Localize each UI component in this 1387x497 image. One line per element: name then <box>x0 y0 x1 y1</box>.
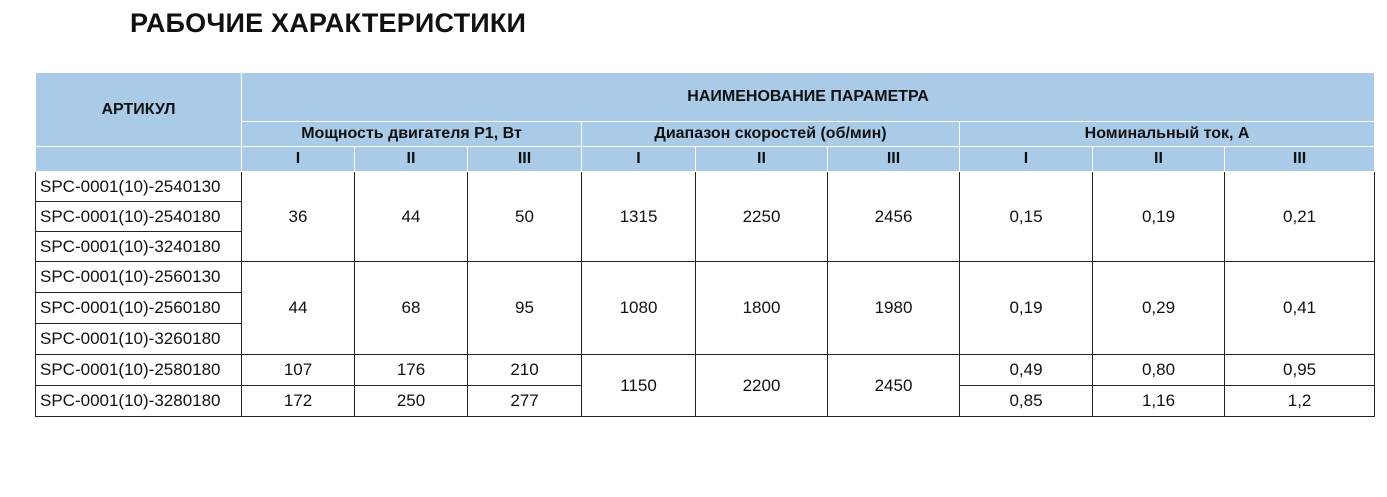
power-cell: 250 <box>355 386 468 417</box>
current-cell: 0,19 <box>960 262 1093 355</box>
level-header: III <box>1225 147 1375 172</box>
group-header-speed: Диапазон скоростей (об/мин) <box>582 122 960 147</box>
power-cell: 36 <box>242 172 355 262</box>
current-cell: 1,2 <box>1225 386 1375 417</box>
power-cell: 68 <box>355 262 468 355</box>
specs-table <box>35 72 1375 417</box>
power-cell: 44 <box>355 172 468 262</box>
speed-cell: 2456 <box>828 172 960 262</box>
level-header: II <box>696 147 828 172</box>
article-cell: SPC-0001(10)-2560180 <box>36 293 242 324</box>
power-cell: 277 <box>468 386 582 417</box>
article-cell: SPC-0001(10)-2540180 <box>36 202 242 232</box>
level-header: II <box>355 147 468 172</box>
power-cell: 107 <box>242 355 355 386</box>
speed-cell: 1080 <box>582 262 696 355</box>
current-cell: 0,29 <box>1093 262 1225 355</box>
current-cell: 0,95 <box>1225 355 1375 386</box>
level-header: I <box>242 147 355 172</box>
current-cell: 0,41 <box>1225 262 1375 355</box>
level-header: I <box>582 147 696 172</box>
level-header: I <box>960 147 1093 172</box>
current-cell: 0,15 <box>960 172 1093 262</box>
page-title: РАБОЧИЕ ХАРАКТЕРИСТИКИ <box>130 8 527 38</box>
current-cell: 1,16 <box>1093 386 1225 417</box>
article-cell: SPC-0001(10)-3260180 <box>36 324 242 355</box>
group-header-power: Мощность двигателя P1, Вт <box>242 122 582 147</box>
speed-cell: 2250 <box>696 172 828 262</box>
article-cell: SPC-0001(10)-3280180 <box>36 386 242 417</box>
power-cell: 176 <box>355 355 468 386</box>
article-cell: SPC-0001(10)-2540130 <box>36 172 242 202</box>
speed-cell: 1980 <box>828 262 960 355</box>
level-header: III <box>828 147 960 172</box>
power-cell: 50 <box>468 172 582 262</box>
current-cell: 0,80 <box>1093 355 1225 386</box>
current-cell: 0,49 <box>960 355 1093 386</box>
speed-cell: 1800 <box>696 262 828 355</box>
article-cell: SPC-0001(10)-2580180 <box>36 355 242 386</box>
current-cell: 0,19 <box>1093 172 1225 262</box>
speed-cell: 2200 <box>696 355 828 417</box>
current-cell: 0,85 <box>960 386 1093 417</box>
speed-cell: 1315 <box>582 172 696 262</box>
power-cell: 44 <box>242 262 355 355</box>
table-row <box>36 355 1375 386</box>
article-cell: SPC-0001(10)-2560130 <box>36 262 242 293</box>
speed-cell: 1150 <box>582 355 696 417</box>
article-header: АРТИКУЛ <box>36 73 242 147</box>
article-subheader-blank <box>36 147 242 172</box>
speed-cell: 2450 <box>828 355 960 417</box>
power-cell: 95 <box>468 262 582 355</box>
level-header: II <box>1093 147 1225 172</box>
table-row <box>36 172 1375 202</box>
level-header: III <box>468 147 582 172</box>
current-cell: 0,21 <box>1225 172 1375 262</box>
power-cell: 210 <box>468 355 582 386</box>
power-cell: 172 <box>242 386 355 417</box>
article-cell: SPC-0001(10)-3240180 <box>36 232 242 262</box>
table-row <box>36 262 1375 293</box>
group-header-current: Номинальный ток, А <box>960 122 1375 147</box>
param-header: НАИМЕНОВАНИЕ ПАРАМЕТРА <box>242 73 1375 122</box>
